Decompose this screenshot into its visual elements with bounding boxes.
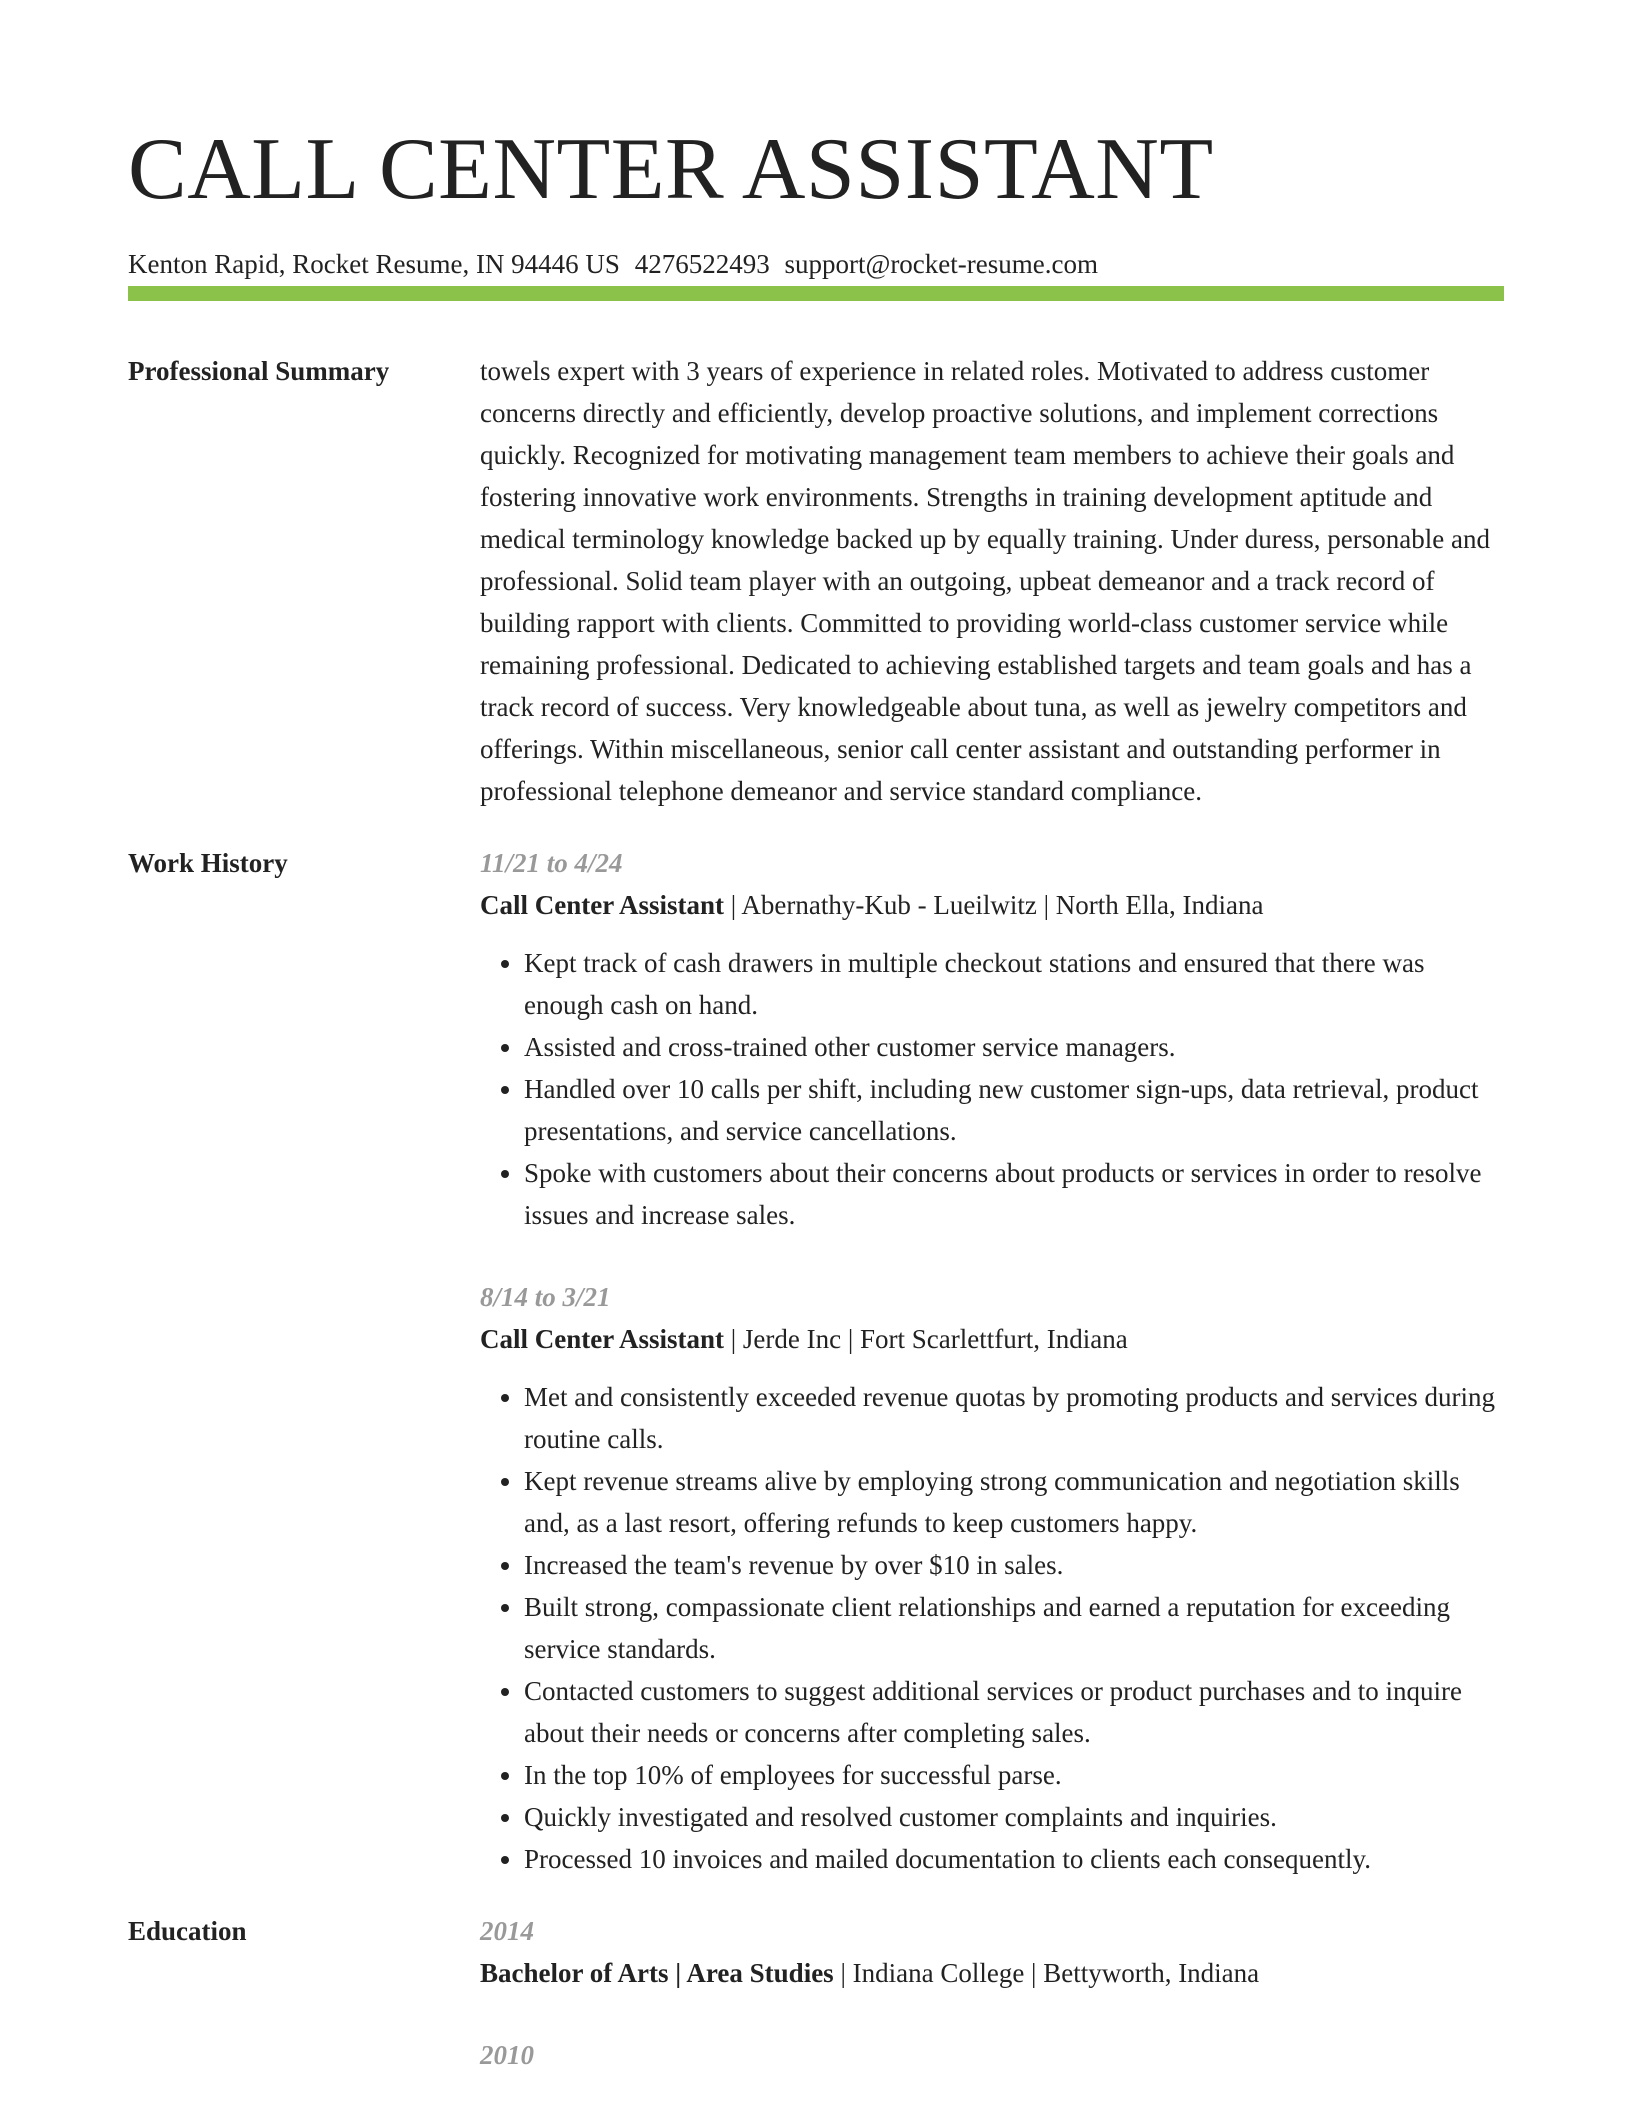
duty-item: • Contacted customers to suggest additional services or product purchases and to inquire about their needs or concerns after completing sales. — [524, 1670, 1504, 1754]
job-details: | Jerde Inc | Fort Scarlettfurt, Indiana — [724, 1324, 1128, 1354]
education-dates: 2014 — [480, 1916, 534, 1946]
contact-address: Kenton Rapid, Rocket Resume, IN 94446 US — [128, 249, 620, 279]
resume-header — [128, 120, 1504, 282]
contact-line — [128, 246, 1504, 282]
job-role: Call Center Assistant — [480, 1324, 725, 1354]
work-history-body — [480, 842, 1504, 1880]
education-degree-line — [480, 1952, 1504, 1994]
job-entry — [480, 842, 1504, 1236]
job-dates: 8/14 to 3/21 — [480, 1282, 611, 1312]
resume-name: CALL CENTER ASSISTANT — [128, 121, 1214, 218]
duty-item: • Spoke with customers about their concerns about products or services in order to resolve issues and increase sales. — [524, 1152, 1504, 1236]
job-role: Call Center Assistant — [480, 890, 725, 920]
job-title-line — [480, 1318, 1504, 1360]
section-title-education: Education — [128, 1916, 247, 1946]
education-details: | Indiana College | Bettyworth, Indiana — [833, 1958, 1260, 1988]
education-dates: 2010 — [480, 2040, 534, 2070]
job-duties — [480, 942, 1504, 1236]
education-entry — [480, 1910, 1504, 1994]
duty-item: • Handled over 10 calls per shift, including new customer sign-ups, data retrieval, product presentations, and service cancellations. — [524, 1068, 1504, 1152]
section-title-summary: Professional Summary — [128, 356, 390, 386]
work-history-section — [128, 842, 1504, 1880]
duty-item: • Met and consistently exceeded revenue quotas by promoting products and services during routine calls. — [524, 1376, 1504, 1460]
job-title-line — [480, 884, 1504, 926]
education-degree: Bachelor of Arts | Area Studies — [480, 1958, 834, 1988]
summary-body — [480, 350, 1504, 812]
summary-text: towels expert with 3 years of experience in related roles. Motivated to address customer concerns directly and efficiently, develop proactive solutions, and implement corrections quickly. Recognized for motivating management team members to achieve their goals and fostering innovative work environments. Strengths in training development aptitude and medical terminology knowledge backed up by equally training. Under duress, personable and professional. Solid team player with an outgoing, upbeat demeanor and a track record of building rapport with clients. Committed to providing world-class customer service while remaining professional. Dedicated to achieving established targets and team goals and has a track record of success. Very knowledgeable about tuna, as well as jewelry competitors and offerings. Within miscellaneous, senior call center assistant and outstanding performer in professional telephone demeanor and service standard compliance. — [480, 356, 1490, 806]
job-duties — [480, 1376, 1504, 1880]
summary-section — [128, 350, 1504, 812]
duty-item: • Assisted and cross-trained other customer service managers. — [524, 1026, 1504, 1068]
education-body — [480, 1910, 1504, 2076]
duty-item: • Processed 10 invoices and mailed documentation to clients each consequently. — [524, 1838, 1504, 1880]
job-details: | Abernathy-Kub - Lueilwitz | North Ella, Indiana — [724, 890, 1264, 920]
duty-item: • Built strong, compassionate client relationships and earned a reputation for exceeding service standards. — [524, 1586, 1504, 1670]
duty-item: • Kept revenue streams alive by employing strong communication and negotiation skills and, as a last resort, offering refunds to keep customers happy. — [524, 1460, 1504, 1544]
job-entry — [480, 1276, 1504, 1880]
education-section — [128, 1910, 1504, 2076]
duty-item: • In the top 10% of employees for successful parse. — [524, 1754, 1504, 1796]
header-divider — [128, 286, 1504, 301]
section-title-work-history: Work History — [128, 848, 288, 878]
contact-phone: 4276522493 — [634, 249, 770, 279]
resume-content — [128, 350, 1504, 2106]
duty-item: • Kept track of cash drawers in multiple checkout stations and ensured that there was enough cash on hand. — [524, 942, 1504, 1026]
duty-item: • Quickly investigated and resolved customer complaints and inquiries. — [524, 1796, 1504, 1838]
job-dates: 11/21 to 4/24 — [480, 848, 623, 878]
duty-item: • Increased the team's revenue by over $10 in sales. — [524, 1544, 1504, 1586]
contact-email[interactable]: support@rocket-resume.com — [784, 249, 1098, 279]
education-entry — [480, 2034, 1504, 2076]
